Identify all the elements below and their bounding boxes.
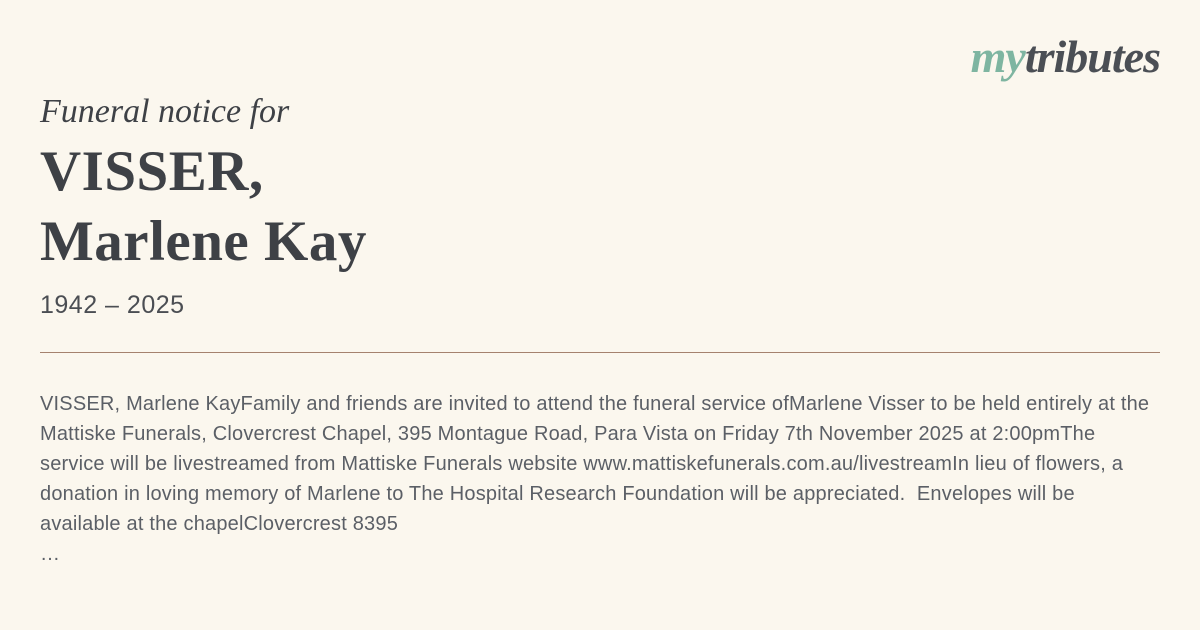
life-years: 1942 – 2025 [40,291,185,320]
notice-type-label: Funeral notice for [40,93,290,130]
logo-prefix: my [970,31,1025,82]
divider-rule [40,352,1160,353]
notice-body-paragraph: VISSER, Marlene KayFamily and friends are invited to attend the funeral service ofMarlene Visser to be held entirely at the Mattiske Funerals, Clovercrest Chapel, 395 Montague Road, Para Vista on Friday 7th November 2025 at 2:00pmThe service will be livestreamed from Mattiske Funerals website www.mattiskefunerals.com.au/livestreamIn lieu of flowers, a donation in loving memory of Marlene to The Hospital Research Foundation will be appreciated. Envelopes will be available at the chapelClovercrest 8395 [40,392,1156,535]
deceased-surname: VISSER, [40,140,264,204]
mytributes-logo[interactable] [970,31,1160,82]
truncation-ellipsis: … [40,542,60,565]
deceased-name-heading [40,137,1160,277]
logo-suffix: tributes [1024,31,1160,82]
deceased-given-names: Marlene Kay [40,210,367,274]
header [40,0,1160,80]
